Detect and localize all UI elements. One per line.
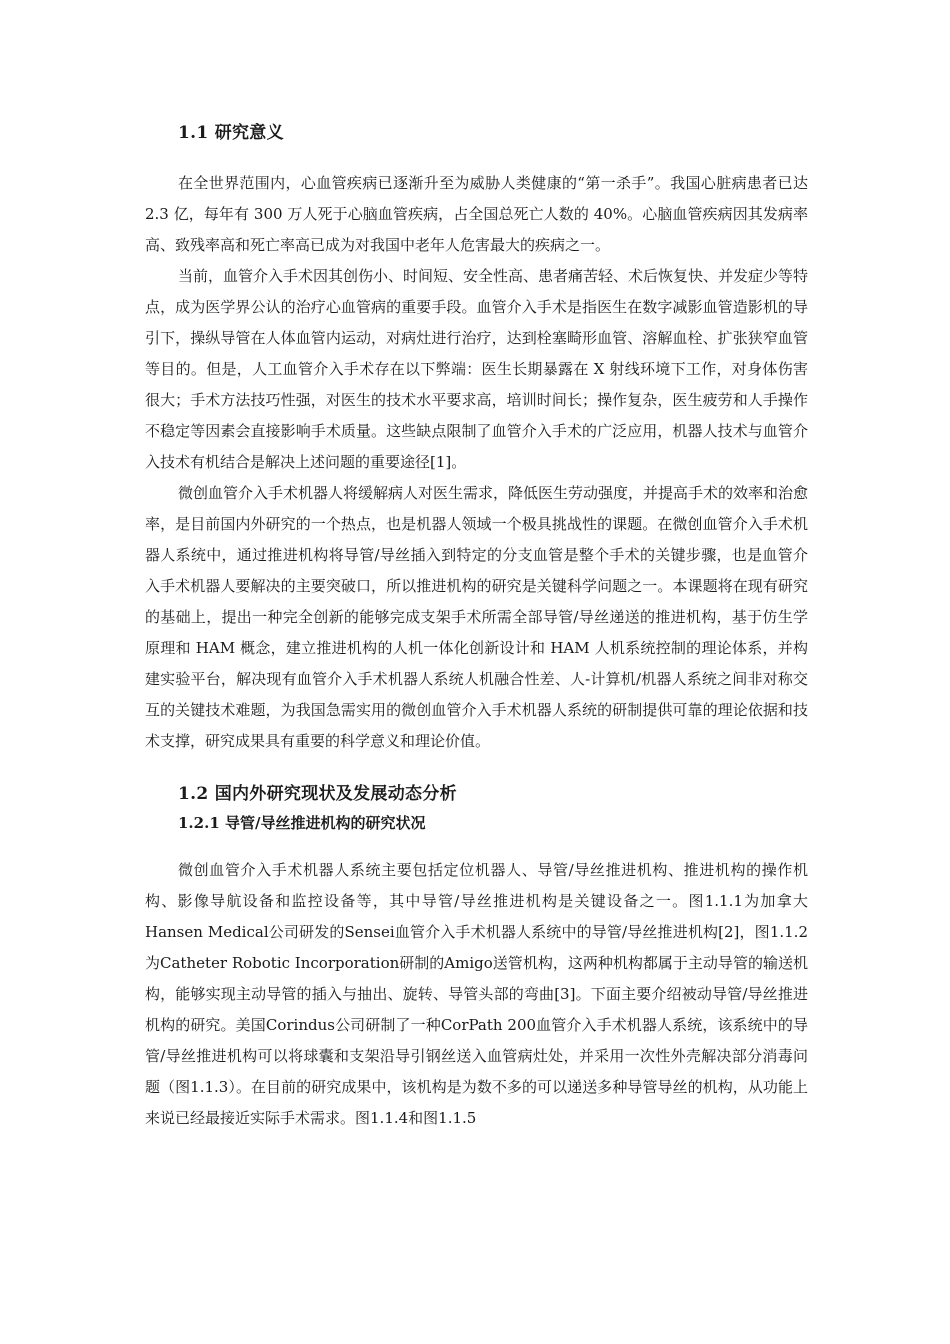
section-heading-1-1: 1.1 研究意义 bbox=[178, 123, 284, 143]
subsection-heading-1-2-1: 1.2.1 导管/导丝推进机构的研究状况 bbox=[178, 814, 426, 832]
paragraph-1-1-1: 在全世界范围内，心血管疾病已逐渐升至为威胁人类健康的“第一杀手”。我国心脏病患者已达 2.3 亿，每年有 300 万人死于心脑血管疾病，占全国总死亡人数的 40%。心脑血管疾病因其发病率高、致残率高和死亡率高已成为对我国中老年人危害最大的疾病之一。 bbox=[145, 174, 808, 254]
section-heading-1-2: 1.2 国内外研究现状及发展动态分析 bbox=[178, 784, 457, 804]
paragraph-1-1-2: 当前，血管介入手术因其创伤小、时间短、安全性高、患者痛苦轻、术后恢复快、并发症少等特点，成为医学界公认的治疗心血管病的重要手段。血管介入手术是指医生在数字减影血管造影机的导引下，操纵导管在人体血管内运动，对病灶进行治疗，达到栓塞畸形血管、溶解血栓、扩张狭窄血管等目的。但是，人工血管介入手术存在以下弊端：医生长期暴露在 X 射线环境下工作，对身体伤害很大；手术方法技巧性强，对医生的技术水平要求高，培训时间长；操作复杂，医生疲劳和人手操作不稳定等因素会直接影响手术质量。这些缺点限制了血管介入手术的广泛应用，机器人技术与血管介入技术有机结合是解决上述问题的重要途径[1]。 bbox=[145, 267, 809, 471]
paragraph-1-2-1-1: 微创血管介入手术机器人系统主要包括定位机器人、导管/导丝推进机构、推进机构的操作机构、影像导航设备和监控设备等，其中导管/导丝推进机构是关键设备之一。图1.1.1为加拿大Hansen Medical公司研发的Sensei血管介入手术机器人系统中的导管/导丝推进机构[2]，图1.1.2为Catheter Robotic Incorporation研制的Amigo送管机构，这两种机构都属于主动导管的输送机构，能够实现主动导管的插入与抽出、旋转、导管头部的弯曲[3]。下面主要介绍被动导管/导丝推进机构的研究。美国Corindus公司研制了一种CorPath 200血管介入手术机器人系统，该系统中的导管/导丝推进机构可以将球囊和支架沿导引钢丝送入血管病灶处，并采用一次性外壳解决部分消毒问题（图1.1.3）。在目前的研究成果中，该机构是为数不多的可以递送多种导管导丝的机构，从功能上来说已经最接近实际手术需求。图1.1.4和图1.1.5 bbox=[145, 861, 808, 1127]
paragraph-1-1-3: 微创血管介入手术机器人将缓解病人对医生需求，降低医生劳动强度，并提高手术的效率和治愈率，是目前国内外研究的一个热点，也是机器人领域一个极具挑战性的课题。在微创血管介入手术机器人系统中，通过推进机构将导管/导丝插入到特定的分支血管是整个手术的关键步骤，也是血管介入手术机器人要解决的主要突破口，所以推进机构的研究是关键科学问题之一。本课题将在现有研究的基础上，提出一种完全创新的能够完成支架手术所需全部导管/导丝递送的推进机构，基于仿生学原理和 HAM 概念，建立推进机构的人机一体化创新设计和 HAM 人机系统控制的理论体系，并构建实验平台，解决现有血管介入手术机器人系统人机融合性差、人-计算机/机器人系统之间非对称交互的关键技术难题，为我国急需实用的微创血管介入手术机器人系统的研制提供可靠的理论依据和技术支撑，研究成果具有重要的科学意义和理论价值。 bbox=[145, 484, 809, 750]
document-content bbox=[145, 118, 808, 1134]
